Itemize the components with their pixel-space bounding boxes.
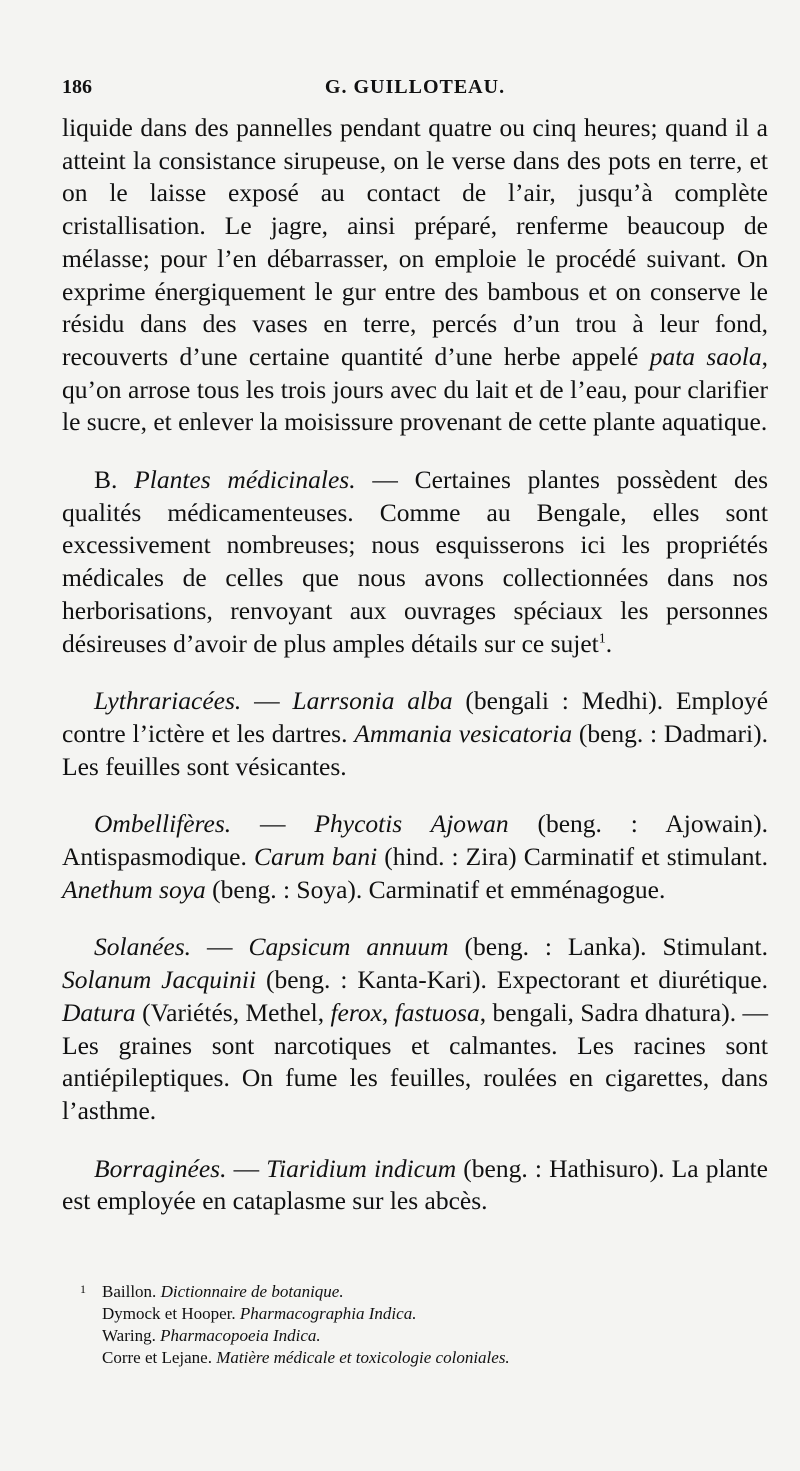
species-name: Anethum soya <box>62 874 206 904</box>
species-description: (beng. : Kanta-Kari). Expectorant et diurétique. <box>256 965 768 995</box>
footnote-item <box>80 1347 730 1369</box>
species-description: (beng. : Soya). Carminatif et emménagogue. <box>205 874 666 904</box>
paragraph-lythrariacees <box>62 685 768 783</box>
species-description: (bengali : Medhi). Employé contre l’ictère et les dartres. <box>62 686 769 748</box>
species-description: (Variétés, Methel, <box>135 997 331 1027</box>
footnote-number: 1 <box>80 1282 86 1296</box>
family-name: Lythrariacées. <box>94 686 242 716</box>
dash: — <box>241 686 293 716</box>
running-title: G. GUILLOTEAU. <box>324 76 506 98</box>
footnote-item <box>80 1281 730 1303</box>
dash: — <box>226 1153 267 1183</box>
section-title: Plantes médicinales. <box>134 465 356 495</box>
family-name: Solanées. <box>94 932 192 962</box>
main-text <box>62 112 768 1218</box>
punctuation: . <box>605 628 613 658</box>
species-name: Capsicum annuum <box>248 932 449 962</box>
dash: — <box>191 932 249 962</box>
paragraph-jagre <box>62 112 768 439</box>
species-description: (beng. : Hathisuro). La plante est employée en cataplasme sur les abcès. <box>62 1153 769 1216</box>
species-name: Carum bani <box>253 842 378 872</box>
paragraph-text: , qu’on arrose tous les trois jours avec du lait et de l’eau, pour clarifier le sucre, et enlever la moisissure provenant de cette plante aquatique. <box>62 341 768 437</box>
species-description: (beng. : Ajowain). Antispasmodique. <box>62 809 769 872</box>
species-name: Tiaridium indicum <box>266 1153 457 1183</box>
species-name: Datura <box>62 997 136 1027</box>
footnotes <box>80 1281 730 1369</box>
species-name: Solanum Jacquinii <box>62 965 257 995</box>
species-description: , bengali, Sadra dhatura). — Les graines sont narcotiques et calmantes. Les racines sont antiépileptiques. On fume les feuilles, roulées en cigarettes, dans l’asthme. <box>62 997 768 1125</box>
italic-term: pata saola <box>649 341 762 371</box>
variety-name: fastuosa <box>394 997 480 1027</box>
species-name: Phycotis Ajowan <box>314 809 509 839</box>
footnote-author: Baillon. <box>102 1282 161 1301</box>
footnote-item <box>80 1303 730 1325</box>
paragraph-borraginees <box>62 1153 768 1218</box>
family-name: Ombellifères. <box>94 809 232 839</box>
page-number: 186 <box>62 76 92 98</box>
paragraph-ombelliferes <box>62 808 768 906</box>
footnote-author: Dymock et Hooper. <box>102 1304 240 1323</box>
species-description: (beng. : Lanka). Stimulant. <box>448 932 769 962</box>
footnote-title: Dictionnaire de botanique. <box>160 1282 344 1301</box>
paragraph-solanees <box>62 931 768 1127</box>
section-letter: B. <box>94 465 135 495</box>
variety-name: ferox <box>330 997 382 1027</box>
paragraph-text: — Certaines plantes possèdent des qualités médicamenteuses. Comme au Bengale, elles sont excessivement nombreuses; nous esquisserons ici les propriétés médicales de celles que nous avons collectionnées dans nos herborisations, renvoyant aux ouvrages spéciaux les personnes désireuses d’avoir de plus amples détails sur ce sujet <box>62 465 768 658</box>
footnote-item <box>80 1325 730 1347</box>
species-name: Larrsonia alba <box>292 686 453 716</box>
punctuation: , <box>381 997 395 1027</box>
species-description: (beng. : Dadmari). Les feuilles sont vésicantes. <box>62 718 768 781</box>
species-description: (hind. : Zira) Carminatif et stimulant. <box>377 842 768 872</box>
footnote-title: Pharmacopoeia Indica. <box>160 1326 321 1345</box>
footnote-author: Waring. <box>102 1326 161 1345</box>
paragraph-text: liquide dans des pannelles pendant quatre ou cinq heures; quand il a atteint la consistance sirupeuse, on le verse dans des pots en terre, et on le laisse exposé au contact de l’air, jusqu’à complète cristallisation. Le jagre, ainsi préparé, renferme beaucoup de mélasse; pour l’en débarrasser, on emploie le procédé suivant. On exprime énergiquement le gur entre des bambous et on conserve le résidu dans des vases en terre, percés d’un trou à leur fond, recouverts d’une certaine quantité d’une herbe appelé <box>62 113 768 371</box>
dash: — <box>231 809 315 839</box>
species-name: Ammania vesicatoria <box>354 718 573 748</box>
footnote-title: Pharmacographia Indica. <box>239 1304 417 1323</box>
footnote-title: Matière médicale et toxicologie coloniales. <box>216 1348 510 1367</box>
footnote-ref: 1 <box>598 631 606 647</box>
paragraph-plantes-medicinales <box>62 464 768 660</box>
page-header <box>62 72 768 106</box>
family-name: Borraginées. <box>94 1153 227 1183</box>
footnote-author: Corre et Lejane. <box>102 1348 217 1367</box>
